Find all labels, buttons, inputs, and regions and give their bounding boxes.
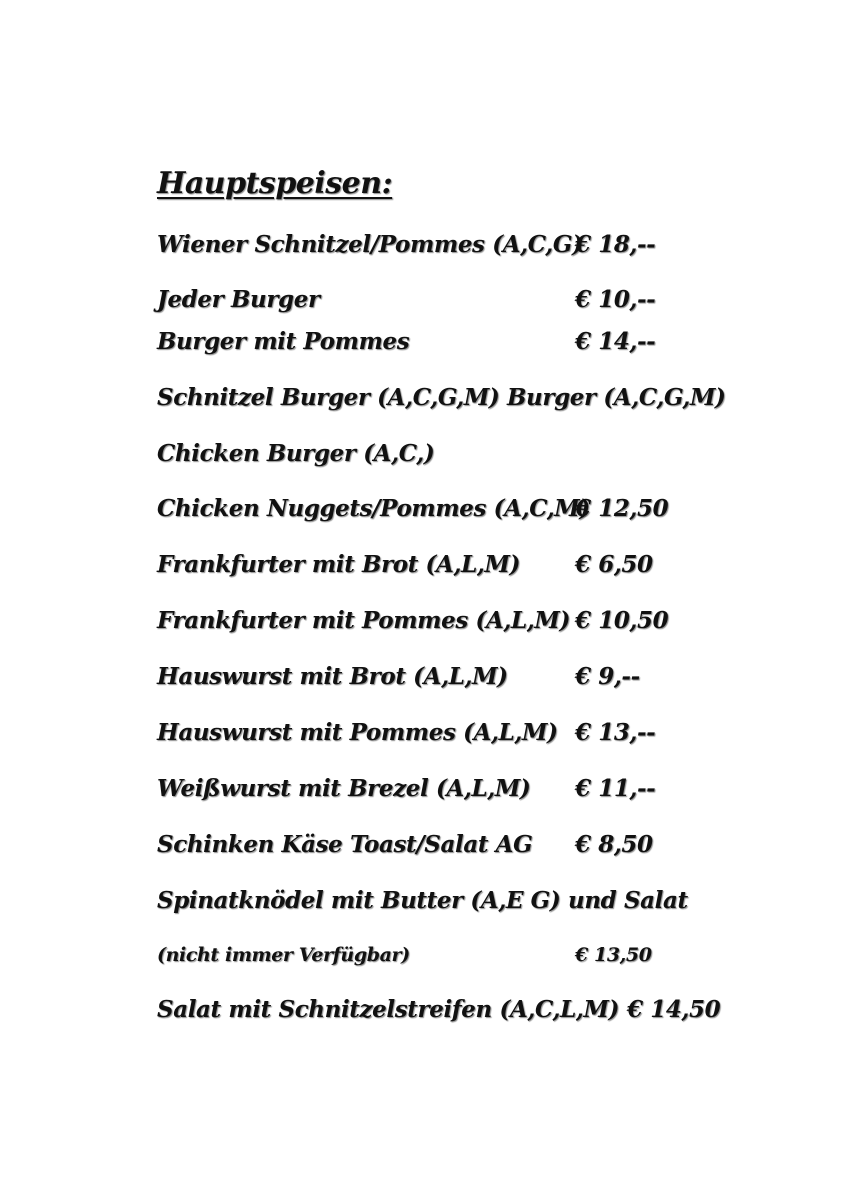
menu-item-price: € 9,-- (575, 663, 640, 690)
menu-item (157, 772, 757, 806)
menu-item (157, 884, 757, 918)
menu-item-name: Salat mit Schnitzelstreifen (A,C,L,M) (157, 996, 620, 1023)
menu-item-name: Frankfurter mit Pommes (A,L,M) (157, 607, 570, 634)
menu-item-price: € 14,50 (627, 996, 721, 1023)
menu-item-name: Weißwurst mit Brezel (A,L,M) (157, 775, 531, 802)
menu-item-name: Frankfurter mit Brot (A,L,M) (157, 551, 521, 578)
menu-item-name: Wiener Schnitzel/Pommes (A,C,G) (157, 231, 583, 258)
menu-item-name: (nicht immer Verfügbar) (157, 944, 410, 966)
menu-item (157, 228, 757, 262)
menu-item (157, 993, 757, 1027)
menu-item-price: € 8,50 (575, 831, 653, 858)
menu-item (157, 283, 757, 317)
menu-item-price: € 10,50 (575, 607, 669, 634)
menu-item-price: € 10,-- (575, 286, 656, 313)
menu-item-price: € 14,-- (575, 328, 656, 355)
menu-item-name: Spinatknödel mit Butter (A,E G) und Salat (157, 887, 688, 914)
menu-item-name: Schnitzel Burger (A,C,G,M) Burger (A,C,G,M) (157, 384, 726, 411)
menu-item-price: € 11,-- (575, 775, 656, 802)
menu-item-name: Chicken Nuggets/Pommes (A,C,M) (157, 495, 590, 522)
menu-item-name: Burger mit Pommes (157, 328, 410, 355)
menu-item-name: Schinken Käse Toast/Salat AG (157, 831, 533, 858)
menu-item-name: Chicken Burger (A,C,) (157, 440, 435, 467)
menu-item-name: Hauswurst mit Brot (A,L,M) (157, 663, 508, 690)
menu-item-price: € 12,50 (575, 495, 669, 522)
menu-item-price: € 13,-- (575, 719, 656, 746)
menu-item (157, 548, 757, 582)
menu-title: Hauptspeisen: (157, 166, 393, 201)
menu-item (157, 437, 757, 471)
menu-item (157, 492, 757, 526)
menu-item (157, 325, 757, 359)
menu-item (157, 828, 757, 862)
menu-item-price: € 18,-- (575, 231, 656, 258)
menu-item (157, 381, 757, 415)
menu-item (157, 716, 757, 750)
menu-item-name: Jeder Burger (157, 286, 320, 313)
menu-item-name: Hauswurst mit Pommes (A,L,M) (157, 719, 558, 746)
menu-item-price: € 13,50 (575, 944, 652, 966)
menu-item (157, 604, 757, 638)
menu-item (157, 660, 757, 694)
menu-item (157, 938, 757, 972)
menu-item-price: € 6,50 (575, 551, 653, 578)
